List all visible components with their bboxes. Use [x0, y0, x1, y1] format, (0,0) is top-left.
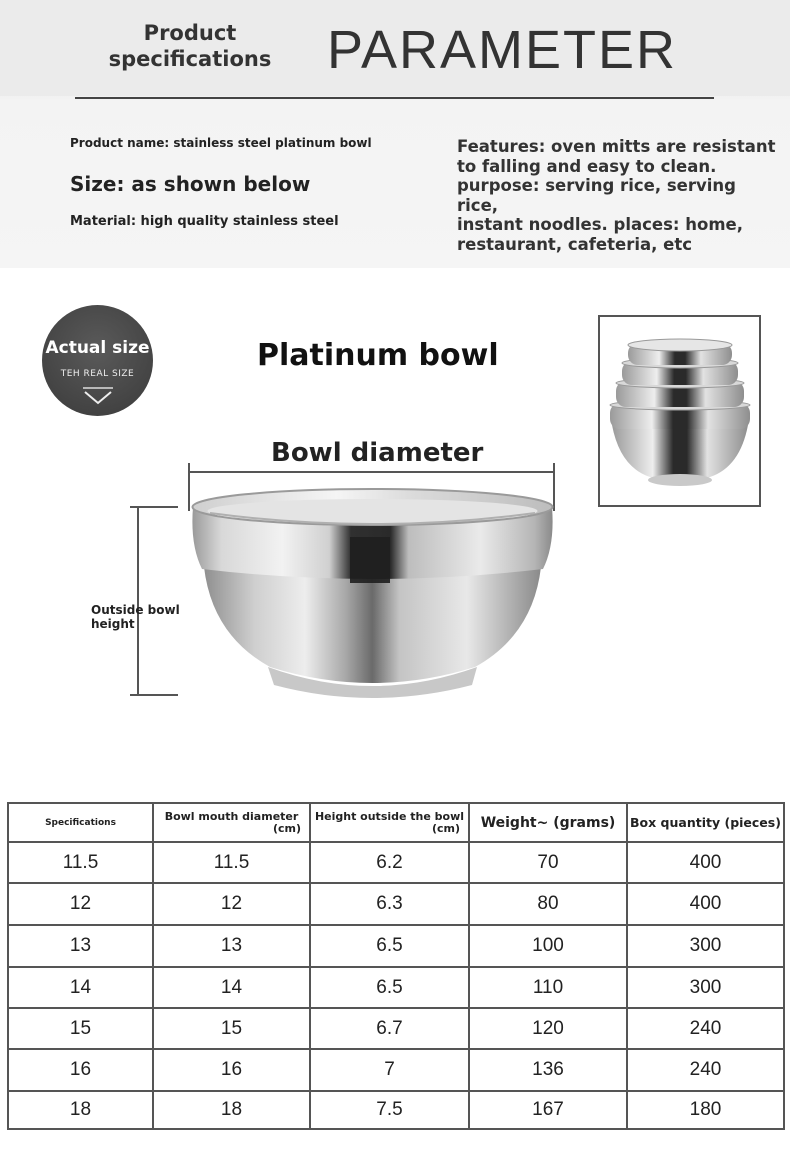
height-label-line1: Outside bowl	[91, 603, 180, 617]
height-cell: 7.5	[310, 1091, 469, 1129]
product-title: Platinum bowl	[257, 338, 499, 373]
features-line: restaurant, cafeteria, etc	[457, 234, 692, 254]
header-height-outside-unit: (cm)	[431, 821, 460, 835]
spec-table	[7, 802, 785, 1130]
table-body	[8, 842, 784, 1129]
info-left	[70, 136, 450, 229]
header-mouth-diameter-unit: (cm)	[272, 821, 301, 835]
features-line: purpose: serving rice, serving rice,	[457, 176, 736, 215]
weight-cell: 70	[469, 842, 627, 883]
weight-cell: 120	[469, 1008, 627, 1049]
stacked-bowls-thumbnail	[598, 315, 761, 507]
mouth-diameter-cell: 18	[153, 1091, 310, 1129]
spec-cell: 11.5	[8, 842, 153, 883]
box-quantity-cell: 240	[627, 1008, 784, 1049]
header-box-quantity: Box quantity (pieces)	[627, 803, 784, 842]
badge-main-text: Actual size	[45, 338, 150, 358]
weight-cell: 110	[469, 967, 627, 1008]
height-tick-top	[130, 506, 178, 508]
header-weight: Weight~ (grams)	[469, 803, 627, 842]
height-cell: 6.2	[310, 842, 469, 883]
box-quantity-cell: 400	[627, 883, 784, 925]
header-height-outside-text: Height outside the bowl	[314, 809, 465, 823]
table-row	[8, 1008, 784, 1049]
table-row	[8, 883, 784, 925]
product-specifications-title	[100, 20, 280, 72]
height-cell: 6.3	[310, 883, 469, 925]
spec-cell: 14	[8, 967, 153, 1008]
chevron-down-icon	[79, 384, 117, 406]
box-quantity-cell: 240	[627, 1049, 784, 1091]
height-cell: 6.5	[310, 925, 469, 967]
spec-title-line2: specifications	[108, 47, 272, 71]
size-text: Size: as shown below	[70, 172, 311, 196]
mouth-diameter-cell: 11.5	[153, 842, 310, 883]
spec-cell: 18	[8, 1091, 153, 1129]
weight-cell: 167	[469, 1091, 627, 1129]
spec-title-line1: Product	[143, 21, 237, 45]
material-text: Material: high quality stainless steel	[70, 214, 339, 229]
mouth-diameter-cell: 16	[153, 1049, 310, 1091]
table-row	[8, 925, 784, 967]
features-line: to falling and easy to clean.	[457, 156, 717, 176]
features-text	[457, 137, 777, 254]
height-cell: 6.5	[310, 967, 469, 1008]
mouth-diameter-cell: 15	[153, 1008, 310, 1049]
header-specifications: Specifications	[8, 803, 153, 842]
diameter-line	[189, 471, 554, 473]
table-row	[8, 842, 784, 883]
parameter-title: PARAMETER	[327, 20, 678, 80]
table-row	[8, 1091, 784, 1129]
title-divider	[75, 97, 714, 99]
mouth-diameter-cell: 12	[153, 883, 310, 925]
weight-cell: 100	[469, 925, 627, 967]
badge-sub-text: TEH REAL SIZE	[60, 369, 135, 379]
height-label-line2: height	[91, 617, 135, 631]
spec-cell: 13	[8, 925, 153, 967]
stacked-bowls-image	[600, 317, 759, 505]
weight-cell: 80	[469, 883, 627, 925]
table-header-row	[8, 803, 784, 842]
actual-size-badge	[42, 305, 153, 416]
product-name: Product name: stainless steel platinum bowl	[70, 136, 372, 150]
spec-cell: 12	[8, 883, 153, 925]
header-mouth-diameter-text: Bowl mouth diameter	[164, 809, 299, 823]
bowl-diameter-label: Bowl diameter	[271, 438, 484, 468]
height-cell: 7	[310, 1049, 469, 1091]
table-row	[8, 1049, 784, 1091]
table-row	[8, 967, 784, 1008]
spec-cell: 15	[8, 1008, 153, 1049]
header-height-outside	[310, 803, 469, 842]
header-mouth-diameter	[153, 803, 310, 842]
mouth-diameter-cell: 13	[153, 925, 310, 967]
spec-cell: 16	[8, 1049, 153, 1091]
height-line	[137, 507, 139, 695]
height-cell: 6.7	[310, 1008, 469, 1049]
box-quantity-cell: 300	[627, 925, 784, 967]
features-line: instant noodles. places: home,	[457, 215, 744, 234]
features-line: Features: oven mitts are resistant	[457, 137, 776, 156]
height-tick-bottom	[130, 694, 178, 696]
box-quantity-cell: 180	[627, 1091, 784, 1129]
weight-cell: 136	[469, 1049, 627, 1091]
box-quantity-cell: 400	[627, 842, 784, 883]
outside-bowl-height-label	[91, 603, 201, 631]
box-quantity-cell: 300	[627, 967, 784, 1008]
mouth-diameter-cell: 14	[153, 967, 310, 1008]
bowl-image	[190, 485, 555, 700]
